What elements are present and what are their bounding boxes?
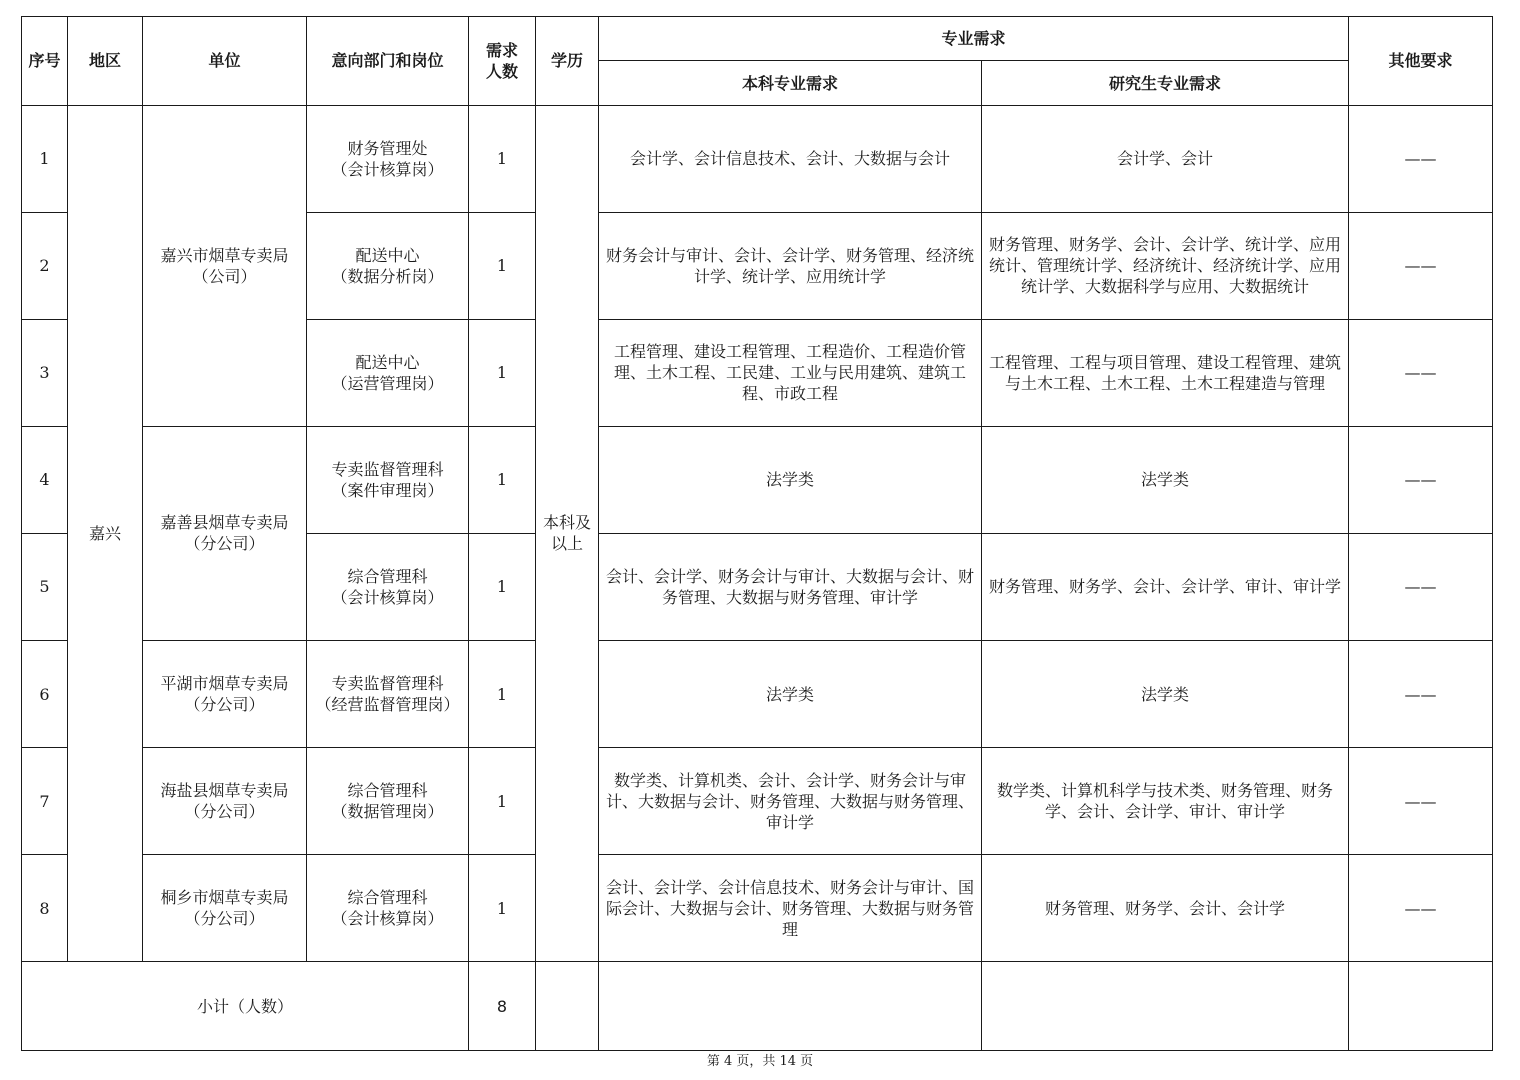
subtotal-count: 8 — [469, 962, 536, 1051]
table-row — [22, 641, 1493, 748]
table-row — [22, 105, 1493, 212]
unit-cell: 嘉善县烟草专卖局（分公司） — [143, 426, 307, 640]
subtotal-empty-edu — [536, 962, 599, 1051]
count-cell: 1 — [469, 748, 536, 855]
table-row — [22, 426, 1493, 533]
page-footer: 第 4 页，共 14 页 — [706, 1054, 814, 1069]
table-row — [22, 748, 1493, 855]
dept-name: 综合管理科 — [347, 888, 428, 908]
post-name: （案件审理岗） — [331, 480, 444, 500]
dept-cell — [307, 533, 469, 640]
row-seq: 1 — [22, 105, 68, 212]
header-unit: 单位 — [143, 17, 307, 106]
dept-cell — [307, 748, 469, 855]
dept-name: 专卖监督管理科 — [331, 459, 444, 479]
unit-cell: 桐乡市烟草专卖局（分公司） — [143, 855, 307, 962]
count-cell: 1 — [469, 212, 536, 319]
other-cell: —— — [1349, 533, 1493, 640]
dept-cell — [307, 212, 469, 319]
subtotal-empty-undergrad — [599, 962, 982, 1051]
row-seq: 7 — [22, 748, 68, 855]
row-seq: 3 — [22, 319, 68, 426]
grad-cell: 财务管理、财务学、会计、会计学、统计学、应用统计、管理统计学、经济统计、经济统计学、应用统计学、大数据科学与应用、大数据统计 — [982, 212, 1349, 319]
dept-cell — [307, 641, 469, 748]
grad-cell: 法学类 — [982, 641, 1349, 748]
other-cell: —— — [1349, 855, 1493, 962]
table-row — [22, 855, 1493, 962]
dept-cell — [307, 426, 469, 533]
dept-name: 配送中心 — [355, 352, 420, 372]
undergrad-cell: 法学类 — [599, 641, 982, 748]
row-seq: 8 — [22, 855, 68, 962]
undergrad-cell: 财务会计与审计、会计、会计学、财务管理、经济统计学、统计学、应用统计学 — [599, 212, 982, 319]
row-seq: 5 — [22, 533, 68, 640]
dept-cell — [307, 105, 469, 212]
post-name: （数据分析岗） — [331, 266, 444, 286]
unit-cell: 嘉兴市烟草专卖局（公司） — [143, 105, 307, 426]
undergrad-cell: 工程管理、建设工程管理、工程造价、工程造价管理、土木工程、工民建、工业与民用建筑、建筑工程、市政工程 — [599, 319, 982, 426]
subtotal-label: 小计（人数） — [22, 962, 469, 1051]
other-cell: —— — [1349, 641, 1493, 748]
undergrad-cell: 会计、会计学、会计信息技术、财务会计与审计、国际会计、大数据与会计、财务管理、大数据与财务管理 — [599, 855, 982, 962]
post-name: （数据管理岗） — [331, 802, 444, 822]
header-grad: 研究生专业需求 — [982, 61, 1349, 105]
count-cell: 1 — [469, 105, 536, 212]
other-cell: —— — [1349, 319, 1493, 426]
other-cell: —— — [1349, 212, 1493, 319]
subtotal-row — [22, 962, 1493, 1051]
header-major: 专业需求 — [599, 17, 1349, 61]
row-seq: 6 — [22, 641, 68, 748]
header-edu: 学历 — [536, 17, 599, 106]
post-name: （运营管理岗） — [331, 373, 444, 393]
dept-cell — [307, 855, 469, 962]
dept-name: 专卖监督管理科 — [331, 674, 444, 694]
dept-name: 综合管理科 — [347, 566, 428, 586]
count-cell: 1 — [469, 855, 536, 962]
header-seq: 序号 — [22, 17, 68, 106]
undergrad-cell: 会计学、会计信息技术、会计、大数据与会计 — [599, 105, 982, 212]
post-name: （会计核算岗） — [331, 159, 444, 179]
unit-cell: 海盐县烟草专卖局（分公司） — [143, 748, 307, 855]
dept-cell — [307, 319, 469, 426]
header-region: 地区 — [68, 17, 143, 106]
other-cell: —— — [1349, 426, 1493, 533]
subtotal-empty-other — [1349, 962, 1493, 1051]
subtotal-empty-grad — [982, 962, 1349, 1051]
other-cell: —— — [1349, 105, 1493, 212]
grad-cell: 数学类、计算机科学与技术类、财务管理、财务学、会计、会计学、审计、审计学 — [982, 748, 1349, 855]
post-name: （会计核算岗） — [331, 587, 444, 607]
count-cell: 1 — [469, 641, 536, 748]
undergrad-cell: 会计、会计学、财务会计与审计、大数据与会计、财务管理、大数据与财务管理、审计学 — [599, 533, 982, 640]
row-seq: 2 — [22, 212, 68, 319]
grad-cell: 会计学、会计 — [982, 105, 1349, 212]
header-undergrad: 本科专业需求 — [599, 61, 982, 105]
dept-name: 综合管理科 — [347, 781, 428, 801]
post-name: （经营监督管理岗） — [315, 695, 460, 715]
recruitment-table — [21, 16, 1493, 1051]
dept-name: 配送中心 — [355, 245, 420, 265]
header-count: 需求人数 — [469, 17, 536, 106]
count-cell: 1 — [469, 533, 536, 640]
undergrad-cell: 法学类 — [599, 426, 982, 533]
unit-cell: 平湖市烟草专卖局（分公司） — [143, 641, 307, 748]
row-seq: 4 — [22, 426, 68, 533]
other-cell: —— — [1349, 748, 1493, 855]
count-cell: 1 — [469, 426, 536, 533]
grad-cell: 工程管理、工程与项目管理、建设工程管理、建筑与土木工程、土木工程、土木工程建造与管理 — [982, 319, 1349, 426]
grad-cell: 财务管理、财务学、会计、会计学 — [982, 855, 1349, 962]
education-cell: 本科及以上 — [536, 105, 599, 961]
header-other: 其他要求 — [1349, 17, 1493, 106]
dept-name: 财务管理处 — [347, 138, 428, 158]
grad-cell: 法学类 — [982, 426, 1349, 533]
region-cell: 嘉兴 — [68, 105, 143, 961]
header-row-1 — [22, 17, 1493, 61]
grad-cell: 财务管理、财务学、会计、会计学、审计、审计学 — [982, 533, 1349, 640]
post-name: （会计核算岗） — [331, 909, 444, 929]
header-dept: 意向部门和岗位 — [307, 17, 469, 106]
undergrad-cell: 数学类、计算机类、会计、会计学、财务会计与审计、大数据与会计、财务管理、大数据与财务管理、审计学 — [599, 748, 982, 855]
count-cell: 1 — [469, 319, 536, 426]
